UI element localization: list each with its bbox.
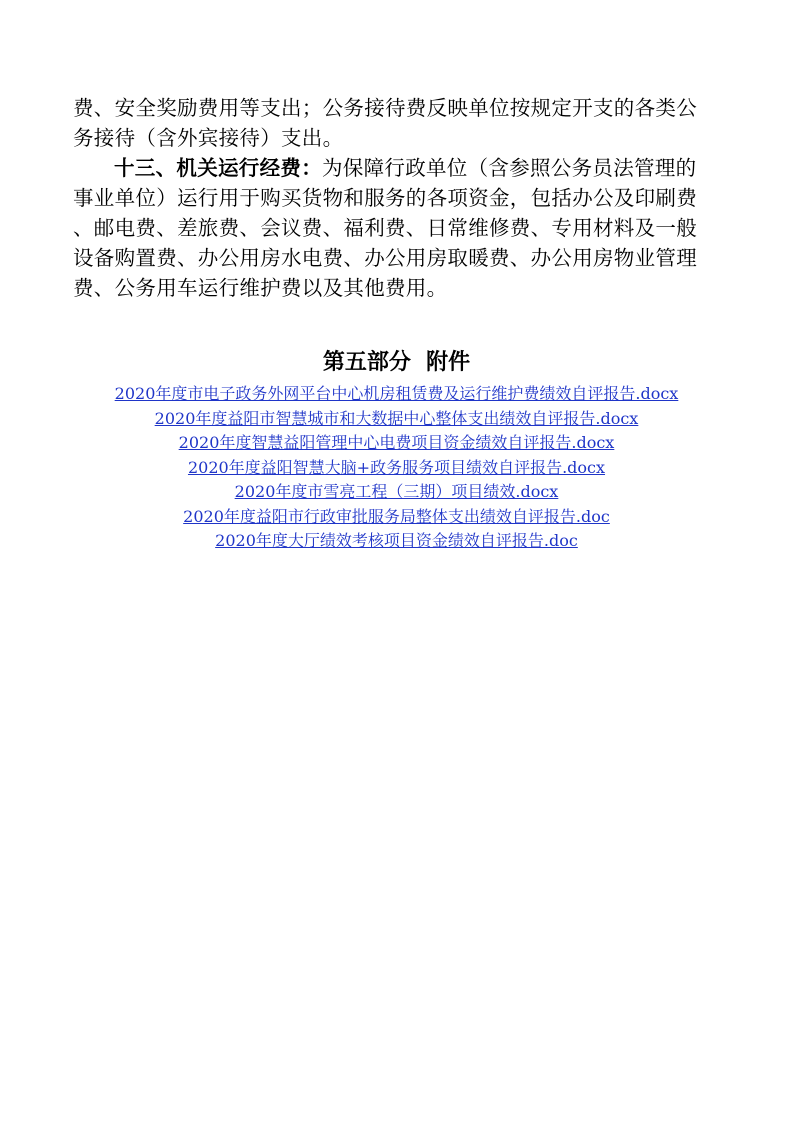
section-title: 第五部分 附件	[322, 349, 471, 375]
paragraph-first-line	[73, 153, 723, 183]
attachment-list	[0, 382, 793, 554]
attachment-link[interactable]: 2020年度益阳市行政审批服务局整体支出绩效自评报告.doc	[183, 506, 610, 526]
paragraph-line: 务接待（含外宾接待）支出。	[73, 126, 344, 150]
attachment-link[interactable]: 2020年度智慧益阳管理中心电费项目资金绩效自评报告.docx	[178, 433, 615, 452]
term-heading: 十三、机关运行经费：	[114, 156, 322, 180]
paragraph-operating-expenses	[73, 153, 723, 303]
paragraph-expense-description	[73, 93, 723, 153]
attachment-link[interactable]: 2020年度市电子政务外网平台中心机房租赁费及运行维护费绩效自评报告.docx	[114, 384, 679, 403]
attachment-link[interactable]: 2020年度市雪亮工程（三期）项目绩效.docx	[234, 482, 559, 501]
paragraph-line: 、邮电费、差旅费、会议费、福利费、日常维修费、专用材料及一般	[73, 216, 697, 240]
attachment-link[interactable]: 2020年度大厅绩效考核项目资金绩效自评报告.doc	[215, 531, 578, 550]
attachment-link[interactable]: 2020年度益阳智慧大脑+政务服务项目绩效自评报告.docx	[187, 457, 606, 477]
paragraph-line: 设备购置费、办公用房水电费、办公用房取暖费、办公用房物业管理	[73, 246, 697, 270]
paragraph-line: 费、公务用车运行维护费以及其他费用。	[73, 276, 448, 300]
paragraph-line: 费、安全奖励费用等支出；公务接待费反映单位按规定开支的各类公	[73, 96, 697, 120]
paragraph-line: 事业单位）运行用于购买货物和服务的各项资金，包括办公及印刷费	[73, 186, 697, 210]
attachment-link[interactable]: 2020年度益阳市智慧城市和大数据中心整体支出绩效自评报告.docx	[154, 408, 639, 428]
term-definition-start: 为保障行政单位（含参照公务员法管理的	[322, 156, 697, 180]
